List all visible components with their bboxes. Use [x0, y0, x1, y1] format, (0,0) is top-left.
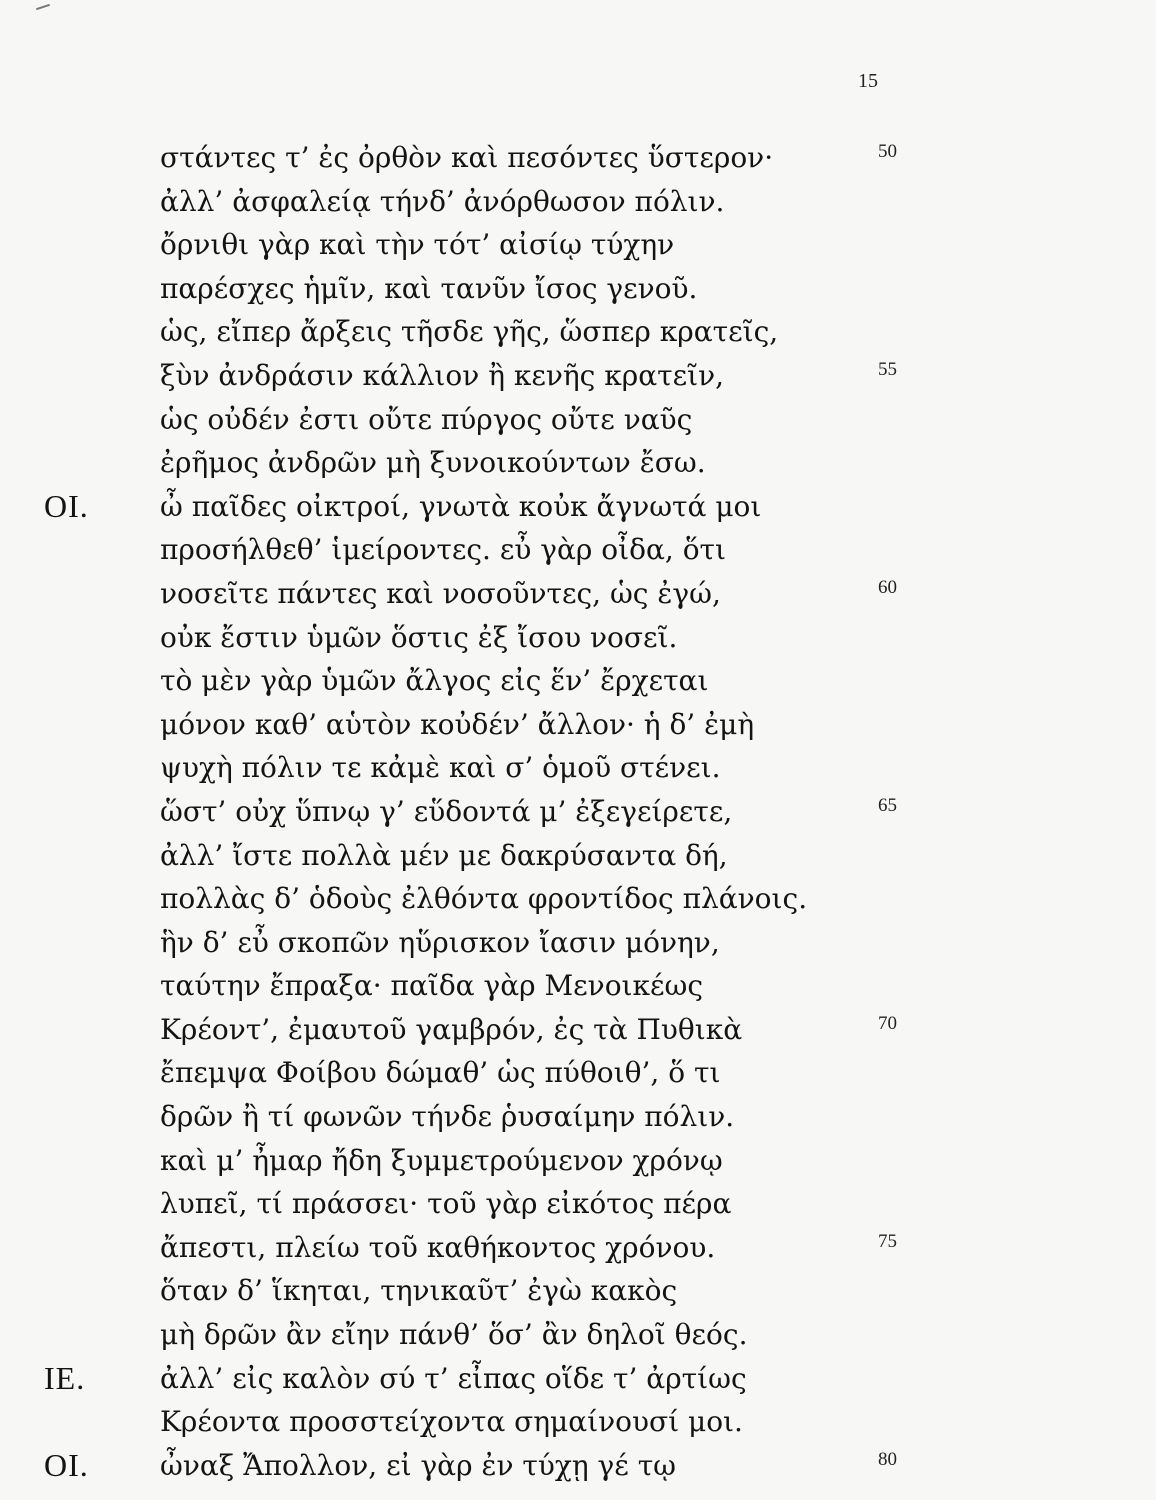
verse-line — [0, 528, 1156, 572]
verse-text-line: δρῶν ἢ τί φωνῶν τήνδε ῥυσαίμην πόλιν. — [160, 1100, 735, 1134]
verse-text-line: ἄπεστι, πλείω τοῦ καθήκοντος χρόνου. — [160, 1230, 716, 1264]
verse-text-line: τὸ μὲν γὰρ ὑμῶν ἄλγος εἰς ἕν’ ἔρχεται — [160, 664, 709, 698]
verse-line — [0, 746, 1156, 790]
verse-text-line: ἀλλ’ ἴστε πολλὰ μέν με δακρύσαντα δή, — [160, 838, 728, 872]
verse-text-line: στάντες τ’ ἐς ὀρθὸν καὶ πεσόντες ὕστερον· — [160, 141, 774, 174]
page-number: 15 — [858, 70, 878, 92]
verse-text-line: ὡς οὐδέν ἐστι οὔτε πύργος οὔτε ναῦς — [160, 402, 693, 436]
verse-line — [0, 921, 1156, 965]
line-number: 50 — [878, 141, 897, 162]
verse-text-line: ὥστ’ οὐχ ὕπνῳ γ’ εὕδοντά μ’ ἐξεγείρετε, — [160, 794, 733, 828]
verse-text-line: Κρέοντ’, ἐμαυτοῦ γαμβρόν, ἐς τὰ Πυθικὰ — [160, 1012, 743, 1046]
verse-line — [0, 790, 1156, 834]
verse-text-line: ταύτην ἔπραξα· παῖδα γὰρ Μενοικέως — [160, 969, 704, 1003]
line-number: 60 — [878, 576, 897, 598]
verse-text-line: ἣν δ’ εὖ σκοπῶν ηὕρισκον ἴασιν μόνην, — [160, 925, 720, 959]
verse-text-line: ψυχὴ πόλιν τε κἀμὲ καὶ σ’ ὁμοῦ στένει. — [160, 751, 721, 785]
verse-text-line: ἀλλ’ εἰς καλὸν σύ τ’ εἶπας οἵδε τ’ ἀρτίως — [160, 1361, 747, 1395]
verse-line — [0, 1008, 1156, 1052]
verse-line — [0, 572, 1156, 616]
verse-text — [0, 136, 1156, 1487]
verse-text-line: ὅταν δ’ ἵκηται, τηνικαῦτ’ ἐγὼ κακὸς — [160, 1274, 678, 1308]
line-number: 65 — [878, 794, 897, 816]
verse-line — [0, 267, 1156, 311]
verse-line — [0, 1226, 1156, 1270]
verse-text-line: παρέσχες ἡμῖν, καὶ τανῦν ἴσος γενοῦ. — [160, 271, 698, 305]
line-number: 80 — [878, 1448, 897, 1470]
verse-line — [0, 485, 1156, 529]
verse-text-line: ἔπεμψα Φοίβου δώμαθ’ ὡς πύθοιθ’, ὅ τι — [160, 1056, 721, 1090]
line-number: 70 — [878, 1012, 897, 1034]
verse-line — [0, 616, 1156, 660]
verse-line — [0, 1182, 1156, 1226]
verse-text-line: ὄρνιθι γὰρ καὶ τὴν τότ’ αἰσίῳ τύχην — [160, 228, 675, 262]
verse-text-line: ἐρῆμος ἀνδρῶν μὴ ξυνοικούντων ἔσω. — [160, 446, 706, 480]
line-number: 75 — [878, 1230, 897, 1252]
verse-line — [0, 310, 1156, 354]
verse-line — [0, 223, 1156, 267]
verse-text-line: ὦ παῖδες οἰκτροί, γνωτὰ κοὐκ ἄγνωτά μοι — [160, 489, 762, 523]
verse-text-line: μὴ δρῶν ἂν εἴην πάνθ’ ὅσ’ ἂν δηλοῖ θεός. — [160, 1318, 748, 1352]
verse-line — [0, 354, 1156, 398]
verse-text-line: ὡς, εἴπερ ἄρξεις τῆσδε γῆς, ὥσπερ κρατεῖς, — [160, 315, 779, 349]
verse-line — [0, 1313, 1156, 1357]
verse-text-line: καὶ μ’ ἦμαρ ἤδη ξυμμετρούμενον χρόνῳ — [160, 1143, 723, 1177]
line-number: 55 — [878, 358, 897, 380]
verse-line — [0, 398, 1156, 442]
verse-text-line: ἀλλ’ ἀσφαλείᾳ τήνδ’ ἀνόρθωσον πόλιν. — [160, 184, 725, 218]
ink-mark — [36, 4, 50, 10]
verse-line — [0, 136, 1156, 180]
verse-line — [0, 180, 1156, 224]
verse-line — [0, 441, 1156, 485]
verse-line — [0, 964, 1156, 1008]
verse-line — [0, 1095, 1156, 1139]
verse-text-line: οὐκ ἔστιν ὑμῶν ὅστις ἐξ ἴσου νοσεῖ. — [160, 620, 678, 654]
verse-line — [0, 877, 1156, 921]
verse-text-line: Κρέοντα προσστείχοντα σημαίνουσί μοι. — [160, 1405, 743, 1439]
verse-line — [0, 703, 1156, 747]
verse-text-line: πολλὰς δ’ ὁδοὺς ἐλθόντα φροντίδος πλάνοις. — [160, 882, 808, 916]
verse-line — [0, 1400, 1156, 1444]
verse-text-line: ὦναξ Ἄπολλον, εἰ γὰρ ἐν τύχῃ γέ τῳ — [160, 1448, 677, 1482]
verse-text-line: λυπεῖ, τί πράσσει· τοῦ γὰρ εἰκότος πέρα — [160, 1187, 732, 1221]
verse-line — [0, 834, 1156, 878]
verse-line — [0, 659, 1156, 703]
verse-line — [0, 1444, 1156, 1488]
verse-text-line: προσήλθεθ’ ἱμείροντες. εὖ γὰρ οἶδα, ὅτι — [160, 533, 727, 567]
verse-text-line: ξὺν ἀνδράσιν κάλλιον ἢ κενῆς κρατεῖν, — [160, 358, 725, 392]
verse-line — [0, 1357, 1156, 1401]
speaker-label: OI. — [44, 1446, 89, 1483]
verse-text-line: μόνον καθ’ αὑτὸν κοὐδέν’ ἄλλον· ἡ δ’ ἐμὴ — [160, 707, 755, 741]
speaker-label: OI. — [44, 487, 89, 524]
verse-text-line: νοσεῖτε πάντες καὶ νοσοῦντες, ὡς ἐγώ, — [160, 576, 721, 610]
speaker-label: IE. — [44, 1359, 86, 1396]
verse-line — [0, 1051, 1156, 1095]
verse-line — [0, 1269, 1156, 1313]
verse-line — [0, 1139, 1156, 1183]
